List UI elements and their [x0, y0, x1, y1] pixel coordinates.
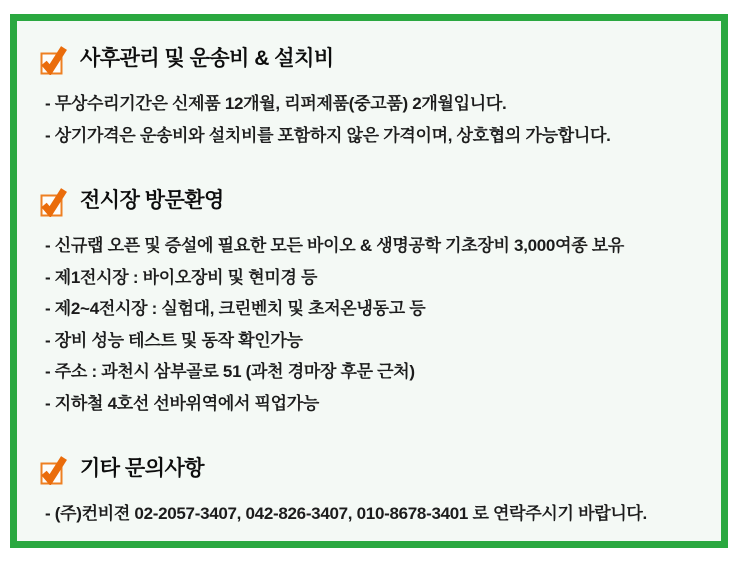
bullet-item: - 신규랩 오픈 및 증설에 필요한 모든 바이오 & 생명공학 기초장비 3,000여종 보유 — [45, 236, 624, 255]
checked-checkbox-icon — [38, 185, 68, 217]
section-items — [17, 498, 721, 530]
section-aftercare-shipping — [17, 43, 721, 151]
section-other-inquiries — [17, 453, 721, 530]
bullet-item: - (주)컨비젼 02-2057-3407, 042-826-3407, 010-8678-3401 로 연락주시기 바랍니다. — [45, 504, 647, 523]
bullet-item: - 주소 : 과천시 삼부골로 51 (과천 경마장 후문 근처) — [45, 362, 415, 381]
bullet-item: - 제1전시장 : 바이오장비 및 현미경 등 — [45, 267, 318, 287]
bullet-item: - 무상수리기간은 신제품 12개월, 리퍼제품(중고품) 2개월입니다. — [45, 94, 507, 113]
bullet-item: - 제2~4전시장 : 실험대, 크린벤치 및 초저온냉동고 등 — [45, 299, 426, 318]
section-heading — [38, 185, 721, 217]
notice-panel — [10, 14, 728, 548]
section-items — [17, 230, 721, 419]
section-title: 전시장 방문환영 — [80, 189, 224, 212]
bullet-item: - 상기가격은 운송비와 설치비를 포함하지 않은 가격이며, 상호협의 가능합니다. — [45, 125, 611, 145]
section-items — [17, 88, 721, 151]
bullet-item: - 장비 성능 테스트 및 동작 확인가능 — [45, 330, 303, 350]
section-heading — [38, 453, 721, 485]
section-title: 기타 문의사항 — [80, 457, 205, 480]
checked-checkbox-icon — [38, 43, 68, 75]
bullet-item: - 지하철 4호선 선바위역에서 픽업가능 — [45, 393, 320, 413]
checked-checkbox-icon — [38, 453, 68, 485]
section-heading — [38, 43, 721, 75]
section-title: 사후관리 및 운송비 & 설치비 — [80, 47, 334, 70]
section-showroom-visit — [17, 185, 721, 419]
